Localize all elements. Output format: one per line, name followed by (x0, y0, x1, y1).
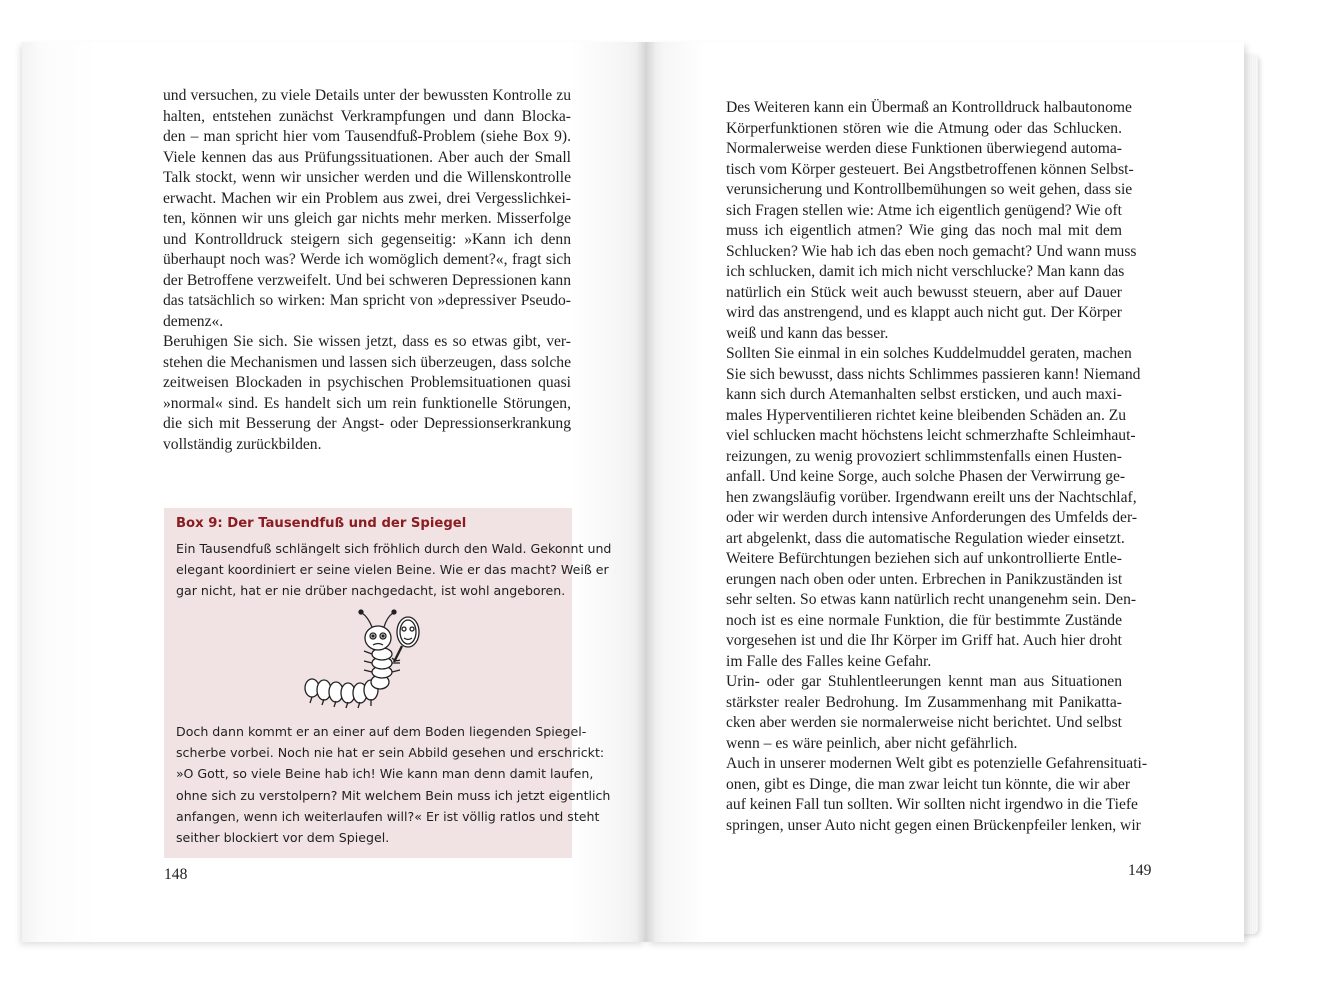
text-line: hen zwangsläufig vorüber. Irgendwann ereilt uns der Nachtschlaf, (726, 488, 1137, 506)
text-line: Urin- oder gar Stuhlentleerungen kennt man aus Situationen (726, 673, 1122, 690)
text-line: springen, unser Auto nicht gegen einen Brückenpfeiler lenken, wir (726, 816, 1141, 834)
text-line: vorgesehen ist und die Ihr Körper im Griff hat. Auch hier droht (726, 632, 1122, 649)
text-line: noch ist es eine normale Funktion, die für bestimmte Zustände (726, 611, 1122, 629)
text-line: »normal« sind. Es handelt sich um rein funktionelle Störungen, (163, 394, 571, 412)
text-line: Viele kennen das aus Prüfungssituationen. Aber auch der Small (163, 148, 571, 166)
text-line: cken aber werden sie normalerweise nicht berichtet. Und selbst (726, 714, 1122, 731)
text-line: den – man spricht hier vom Tausendfuß-Problem (siehe Box 9). (163, 128, 571, 145)
text-line: art abgelenkt, dass die automatische Regulation wieder einsetzt. (726, 529, 1125, 547)
text-line: erwacht. Machen wir ein Problem aus zwei, drei Vergesslichkei- (163, 189, 571, 207)
box-intro-text (176, 538, 612, 602)
box-line: ohne sich zu verstolpern? Mit welchem Bein muss ich jetzt eigentlich (176, 787, 611, 803)
text-line: tisch vom Körper gesteuert. Bei Angstbetroffenen können Selbst- (726, 160, 1134, 178)
box-line: seither blockiert vor dem Spiegel. (176, 829, 390, 845)
text-line: Körperfunktionen stören wie die Atmung oder das Schlucken. (726, 119, 1122, 137)
text-line: Sie sich bewusst, dass nichts Schlimmes passieren kann! Niemand (726, 365, 1141, 383)
right-page-body (726, 98, 1148, 836)
text-line: males Hyperventilieren richtet keine bleibenden Schäden an. Zu (726, 406, 1127, 424)
text-line: sehr selten. So etwas kann natürlich recht unangenehm sein. Den- (726, 591, 1137, 608)
left-page-body (163, 86, 571, 455)
text-line: Normalerweise werden diese Funktionen überwiegend automa- (726, 140, 1122, 157)
text-line: zeitweisen Blockaden in psychischen Problemsituationen quasi (163, 374, 571, 391)
text-line: stehen die Mechanismen und lassen sich überzeugen, dass solche (163, 353, 571, 371)
text-line: weiß und kann das besser. (726, 324, 889, 342)
text-line: vollständig zurückbilden. (163, 435, 322, 453)
text-line: überhaupt noch was? Werde ich womöglich dement?«, fragt sich (163, 251, 571, 268)
page-number-right: 149 (1128, 862, 1152, 879)
box-story-text (176, 721, 611, 848)
text-line: Schlucken? Wie hab ich das eben noch gemacht? Und wann muss (726, 242, 1137, 260)
text-line: natürlich ein Stück weit auch bewusst steuern, aber auf Dauer (726, 283, 1122, 301)
text-line: Auch in unserer modernen Welt gibt es potenzielle Gefahrensituati- (726, 755, 1148, 772)
text-line: wenn – es wäre peinlich, aber nicht gefährlich. (726, 734, 1018, 752)
text-line: wird das anstrengend, und es klappt auch nicht gut. Der Körper (726, 304, 1122, 321)
text-line: oder wir werden durch intensive Anforderungen des Umfelds der- (726, 509, 1138, 526)
text-line: halten, entstehen zunächst Verkrampfungen und dann Blocka- (163, 107, 571, 125)
box-line: gar nicht, hat er nie drüber nachgedacht, ist wohl angeboren. (176, 583, 566, 599)
centipede-with-mirror-icon (298, 606, 438, 722)
text-line: verunsicherung und Kontrollbemühungen so weit gehen, dass sie (726, 181, 1133, 198)
text-line: onen, gibt es Dinge, die man zwar leicht tun könnte, die wir aber (726, 775, 1131, 793)
book-spine (636, 42, 656, 942)
text-line: demenz«. (163, 312, 224, 330)
box-line: »O Gott, so viele Beine hab ich! Wie kann man denn damit laufen, (176, 766, 594, 782)
text-line: reizungen, zu wenig provoziert schlimmstenfalls einen Husten- (726, 447, 1122, 465)
text-line: und Kontrolldruck steigern sich gegenseitig: »Kann ich denn (163, 230, 571, 248)
text-line: sich Fragen stellen wie: Atme ich eigentlich genügend? Wie oft (726, 201, 1122, 219)
box-line: scherbe vorbei. Noch nie hat er sein Abbild gesehen und erschrickt: (176, 745, 605, 761)
text-line: Beruhigen Sie sich. Sie wissen jetzt, dass es so etwas gibt, ver- (163, 333, 571, 350)
text-line: im Falle des Falles keine Gefahr. (726, 652, 932, 670)
text-line: ich schlucken, damit ich mich nicht verschlucke? Man kann das (726, 263, 1125, 280)
text-line: Weitere Befürchtungen beziehen sich auf unkontrollierte Entle- (726, 550, 1122, 567)
text-line: Des Weiteren kann ein Übermaß an Kontrolldruck halbautonome (726, 99, 1132, 116)
text-line: kann sich durch Atemanhalten selbst ersticken, und auch maxi- (726, 386, 1122, 403)
text-line: stärkster realer Bedrohung. Im Zusammenhang mit Panikatta- (726, 693, 1122, 711)
text-line: und versuchen, zu viele Details unter der bewussten Kontrolle zu (163, 87, 571, 104)
box-line: elegant koordiniert er seine vielen Beine. Wie er das macht? Weiß er (176, 562, 609, 578)
box-line: Doch dann kommt er an einer auf dem Boden liegenden Spiegel- (176, 724, 587, 739)
box-line: Ein Tausendfuß schlängelt sich fröhlich durch den Wald. Gekonnt und (176, 541, 612, 556)
text-line: anfall. Und keine Sorge, auch solche Phasen der Verwirrung ge- (726, 468, 1126, 485)
text-line: das tatsächlich so wirken: Man spricht von »depressiver Pseudo- (163, 292, 571, 309)
box-title: Box 9: Der Tausendfuß und der Spiegel (176, 516, 467, 531)
page-number-left: 148 (164, 866, 188, 883)
text-line: muss ich eigentlich atmen? Wie ging das noch mal mit dem (726, 222, 1122, 239)
text-line: Talk stockt, wenn wir unsicher werden und die Willenskontrolle (163, 169, 571, 186)
info-box (164, 508, 612, 858)
box-line: anfangen, wenn ich weiterlaufen will?« Er ist völlig ratlos und steht (176, 808, 600, 824)
text-line: Sollten Sie einmal in ein solches Kuddelmuddel geraten, machen (726, 345, 1132, 362)
text-line: die sich mit Besserung der Angst- oder Depressionserkrankung (163, 415, 571, 432)
text-line: erungen nach oben oder unten. Erbrechen in Panikzuständen ist (726, 570, 1123, 588)
text-line: auf keinen Fall tun sollten. Wir sollten nicht irgendwo in die Tiefe (726, 796, 1138, 813)
text-line: der Betroffene verzweifelt. Und bei schweren Depressionen kann (163, 271, 571, 289)
text-line: viel schlucken macht höchstens leicht schmerzhafte Schleimhaut- (726, 427, 1136, 444)
text-line: ten, können wir uns gleich gar nichts mehr merken. Misserfolge (163, 210, 571, 227)
